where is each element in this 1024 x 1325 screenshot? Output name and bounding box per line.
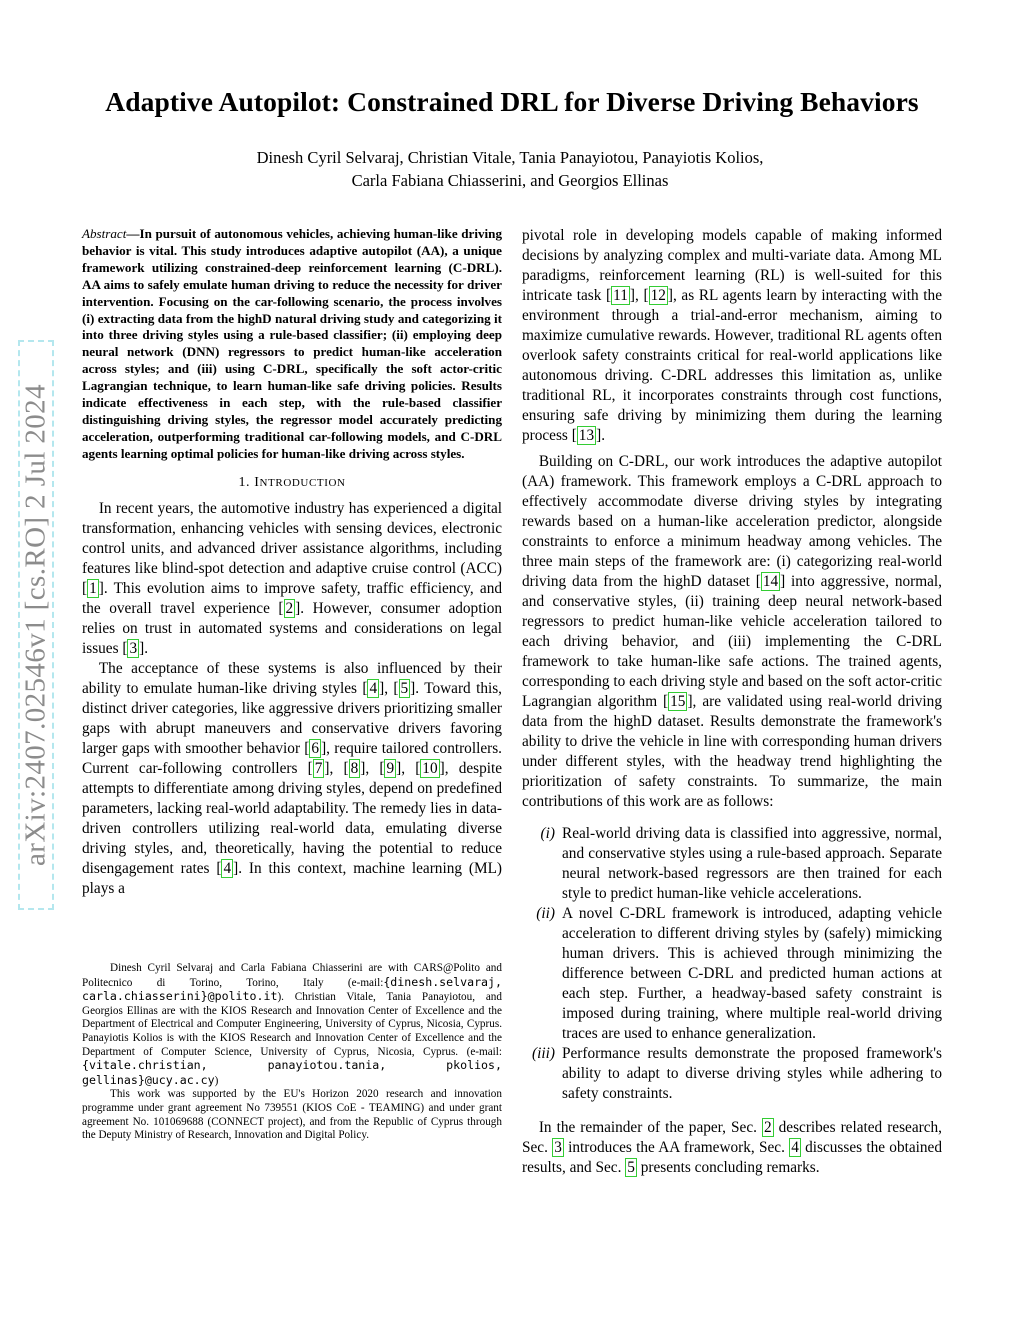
list-item-label: (ii) (536, 905, 555, 922)
section-link[interactable]: 2 (763, 1119, 772, 1136)
citation-link[interactable]: 13 (578, 427, 595, 444)
contribution-list (522, 824, 942, 1104)
citation-link[interactable]: 15 (670, 693, 686, 710)
text-run: pivotal role in developing models capable of making informed decisions by analyzing complex and multi-variate data. Among ML paradigms, reinforcement learning (RL) is well-suited for this intricate task [ (522, 227, 942, 304)
text-run: ], [ (379, 679, 399, 697)
author-footnote (82, 962, 502, 1143)
section-title-rest: NTRODUCTION (259, 476, 346, 489)
text-run: describes related research, Sec. (522, 1119, 942, 1156)
right-paragraph-2 (522, 452, 942, 812)
email-link[interactable]: {dinesh.selvaraj, carla.chiasserini}@polito.it (82, 974, 502, 1004)
text-run: ]. However, consumer adoption relies on trust in automated systems and considerations on legal issues [ (82, 599, 502, 657)
abstract-lead: Abstract (82, 226, 127, 241)
section-number: 1. (238, 474, 251, 490)
text-run: ). Christian Vitale, Tania Panayiotou, and Georgios Ellinas are with the KIOS Research and Innovation Center of Excellence and the Department of Electrical and Computer Engineering, University of Cyprus, Nicosia, Cyprus. Panayiotis Kolios is with the KIOS Research and Innovation Center of Excellence and the Department of Computer Science, University of Cyprus, Nicosia, Cyprus. (e-mail: (82, 991, 502, 1058)
email-link[interactable]: {vitale.christian, panayiotou.tania, pkolios, gellinas}@ucy.ac.cy (82, 1058, 502, 1087)
text-run: ], [ (396, 759, 421, 777)
text-run: ], [ (360, 759, 385, 777)
text-run: ], [ (324, 759, 349, 777)
text-run: Building on C-DRL, our work introduces the adaptive autopilot (AA) framework. This framework employs a C-DRL approach to effectively accommodate diverse driving styles by integrating rewards based on a human-like acceleration predictor, alongside constraints to enforce a minimum headway among vehicles. The three main steps of the framework are: (i) categorizing real-world driving data from the highD dataset [ (522, 453, 942, 590)
citation-link[interactable]: 10 (422, 759, 438, 777)
paper-title: Adaptive Autopilot: Constrained DRL for Diverse Driving Behaviors (105, 86, 919, 117)
section-heading-introduction (82, 475, 502, 491)
abstract-text: —In pursuit of autonomous vehicles, achieving human-like driving behavior is vital. This study introduces adaptive autopilot (AA), a unique framework utilizing constrained-deep reinforcement learning (C-DRL). AA aims to safely emulate human driving to reduce the necessity for driver intervention. Focusing on the car-following scenario, the process involves (i) extracting data from the highD natural driving study and categorizing it into three driving styles using a rule-based classifier; (ii) employing deep neural network (DNN) regressors to predict human-like acceleration across styles; and (iii) using C-DRL, specifically the soft actor-critic Lagrangian technique, to learn human-like safe driving policies. Results indicate effectiveness in each step, with the rule-based classifier distinguishing driving styles, the regressor model accurately predicting acceleration, outperforming traditional car-following models, and C-DRL agents learning optimal policies for human-like driving across styles. (82, 226, 502, 461)
text-run: ]. In this context, machine learning (ML) plays a (82, 859, 503, 897)
section-link[interactable]: 4 (791, 1139, 799, 1156)
intro-paragraph-2 (82, 659, 502, 899)
abstract (82, 226, 502, 463)
right-paragraph-3 (522, 1118, 942, 1178)
text-run: Dinesh Cyril Selvaraj and Carla Fabiana Chiasserini are with CARS@Polito and Politecnico di Torino, Torino, Italy (e-mail: (82, 962, 502, 989)
citation-link[interactable]: 2 (285, 599, 294, 617)
list-item-label: (iii) (532, 1045, 555, 1062)
text-run: ], despite attempts to differentiate among driving styles, depend on predefined parameters, lacking real-world adaptability. The remedy lies in data-driven controllers utilizing real-world data, emulating diverse driving styles, and, theoretically, having the potential to reduce disengagement rates [ (82, 759, 503, 877)
citation-link[interactable]: 3 (129, 639, 138, 657)
section-title-initial: I (254, 474, 260, 490)
section-link[interactable]: 5 (627, 1159, 635, 1176)
list-item-text: Real-world driving data is classified into aggressive, normal, and conservative styles using a rule-based approach. Separate neural network-based regressors are then trained for each style to predict human-like vehicle accelerations. (562, 825, 942, 902)
list-item-label: (i) (540, 825, 555, 842)
text-run: ]. (596, 427, 606, 444)
text-run: introduces the AA framework, Sec. (563, 1139, 790, 1156)
text-run: In recent years, the automotive industry has experienced a digital transformation, enhancing vehicles with sensing devices, electronic control units, and advanced driver assistance algorithms, including features like blind-spot detection and adaptive cruise control (ACC) [ (82, 499, 502, 597)
text-run: presents concluding remarks. (636, 1159, 820, 1176)
text-run: ]. (139, 639, 149, 657)
author-list (110, 146, 910, 192)
citation-link[interactable]: 7 (314, 759, 323, 777)
footnote-affiliations (82, 962, 502, 1088)
section-link[interactable]: 3 (554, 1139, 562, 1156)
footnote-funding: This work was supported by the EU's Horizon 2020 research and innovation programme under grant agreement No 739551 (KIOS CoE - TEAMING) and under grant agreement No. 101069688 (CONNECT project), and from the Republic of Cyprus through the Deputy Ministry of Research, Innovation and Digital Policy. (82, 1088, 502, 1142)
citation-link[interactable]: 5 (400, 679, 409, 697)
text-run: ]. This evolution aims to improve safety, traffic efficiency, and the overall travel experience [ (82, 579, 502, 617)
list-item (522, 904, 942, 1044)
list-item (522, 824, 942, 904)
citation-link[interactable]: 8 (350, 759, 359, 777)
list-item-text: A novel C-DRL framework is introduced, adapting vehicle acceleration to different driving styles by (safely) mimicking human drivers. This is achieved through minimizing the difference between C-DRL and predicted human actions at each step. Further, a headway-based safety constraint is imposed during training, where multiple real-world driving traces are used to enhance generalization. (562, 905, 942, 1042)
text-run: The acceptance of these systems is also influenced by their ability to emulate human-like driving styles [ (82, 659, 502, 697)
left-column (82, 226, 502, 899)
author-line-1: Dinesh Cyril Selvaraj, Christian Vitale, Tania Panayiotou, Panayiotis Kolios, (256, 148, 764, 167)
text-run: In the remainder of the paper, Sec. (538, 1119, 762, 1136)
list-item (522, 1044, 942, 1104)
citation-link[interactable]: 4 (223, 859, 232, 877)
text-run: ], are validated using real-world driving data from the highD dataset. Results demonstrate the framework's ability to drive the vehicle in line with corresponding human drivers under different styles, with the headway trend highlighting the prioritization of safety constraints. To summarize, the main contributions of this work are as follows: (522, 693, 942, 810)
text-run: ], require tailored controllers. Current car-following controllers [ (82, 739, 502, 777)
intro-paragraph-1 (82, 499, 502, 659)
right-paragraph-1 (522, 226, 942, 446)
arxiv-sidebar (16, 340, 56, 910)
text-run: ], as RL agents learn by interacting with the environment through a trial-and-error mechanism, aiming to maximize cumulative rewards. However, traditional RL agents often overlook safety constraints critical for real-world applications like autonomous driving. C-DRL addresses this limitation as, unlike traditional RL, it incorporates constraints through cost functions, ensuring safe driving by minimizing them during the learning process [ (522, 287, 942, 444)
citation-link[interactable]: 1 (89, 579, 97, 597)
text-run: ) (214, 1074, 219, 1087)
citation-link[interactable]: 12 (650, 287, 666, 304)
citation-link[interactable]: 6 (311, 739, 320, 757)
arxiv-identifier[interactable]: arXiv:2407.02546v1 [cs.RO] 2 Jul 2024 (19, 384, 52, 866)
text-run: ] into aggressive, normal, and conservative styles, (ii) training deep neural network-based regressors to predict human-like vehicle acceleration tailored to each driving behavior, and (iii) implementing the C-DRL framework to take human-like safe actions. The trained agents, corresponding to each driving style and based on the soft actor-critic Lagrangian algorithm [ (522, 573, 942, 710)
text-run: ], [ (629, 287, 649, 304)
citation-link[interactable]: 4 (369, 679, 378, 697)
list-item-text: Performance results demonstrate the proposed framework's ability to adapt to diverse driving styles while adhering to safety constraints. (562, 1045, 942, 1102)
citation-link[interactable]: 11 (613, 287, 628, 304)
text-run: ]. Toward this, distinct driver categories, like aggressive drivers prioritizing smaller gaps with abrupt maneuvers and conservative drivers favoring larger gaps with smoother behavior [ (82, 679, 502, 757)
text-run: discusses the obtained results, and Sec. (522, 1139, 942, 1176)
author-line-2: Carla Fabiana Chiasserini, and Georgios Ellinas (351, 171, 669, 190)
citation-link[interactable]: 14 (762, 573, 779, 590)
right-column (522, 226, 942, 1178)
citation-link[interactable]: 9 (386, 759, 395, 777)
